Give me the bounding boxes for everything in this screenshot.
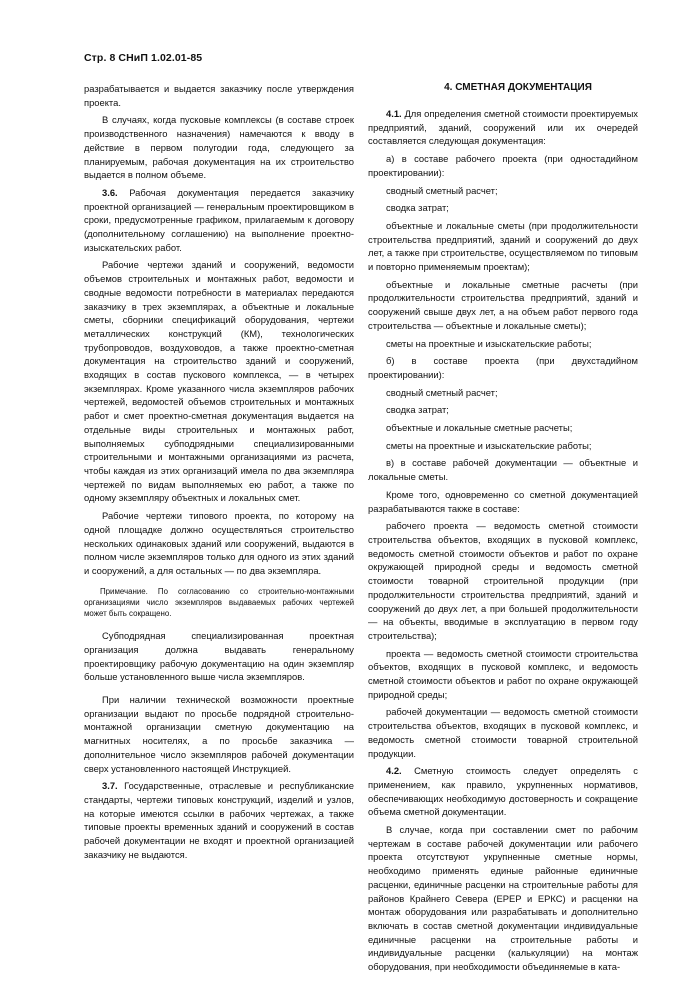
list-item: б) в составе проекта (при двухстадийном проектировании): <box>368 355 638 380</box>
clause-text: Государственные, отраслевые и республиканские стандарты, чертежи типовых конструкций, изделий и узлов, на которые имеются ссылки в рабочих чертежах, а также типовые проекты временных зданий и сооружений в состав рабочей документации не входят и проектной организацией заказчику не выдаются. <box>84 780 354 860</box>
paragraph: проекта — ведомость сметной стоимости строительства объектов, входящих в пусковой комплекс, и ведомость сметной стоимости объектов и работ по охране окружающей природной среды; <box>368 647 638 700</box>
clause-number: 3.6. <box>102 186 118 198</box>
paragraph: При наличии технической возможности проектные организации выдают по просьбе подрядной строительно-монтажной организации сметную документацию на магнитных носителях, а по просьбе заказчика — дополнительное число экземпляров рабочей документации сверх установленного настоящей Инструкцией. <box>84 694 354 774</box>
paragraph: разрабатывается и выдается заказчику после утверждения проекта. <box>84 83 354 108</box>
clause-number: 4.2. <box>386 765 402 777</box>
list-item: сводный сметный расчет; <box>386 184 498 196</box>
clause-4-2 <box>368 764 638 819</box>
list-item: а) в составе рабочего проекта (при одностадийном проектировании): <box>368 153 638 178</box>
clause-text: Сметную стоимость следует определять с применением, как правило, укрупненных нормативов, обеспечивающих необходимую достоверность и сокращение объема сметной документации. <box>368 765 638 818</box>
clause-text: Рабочая документация передается заказчику проектной организацией — генеральным проектировщиком в сроки, предусмотренные графиком, прилагаемым к договору (дополнительному соглашению) на выполнение проектно-изыскательских работ. <box>84 186 354 253</box>
paragraph: В случае, когда при составлении смет по рабочим чертежам в составе рабочей документации или рабочего проекта отсутствуют укрупненные сметные нормы, необходимо применять единые районные единичные расценки, единичные расценки на строительные работы для районов Крайнего Севера (ЕРЕР и ЕРКС) и расценки на монтаж оборудования или разрабатывать и дополнительно включать в состав сметной документации индивидуальные единичные расценки на строительные работы и индивидуальные расценки (калькуляции) на монтаж оборудования, при необходимости объединяемые в ката- <box>368 824 638 973</box>
list-item: сводный сметный расчет; <box>386 386 498 398</box>
clause-4-1 <box>368 107 638 148</box>
left-column <box>84 82 354 865</box>
paragraph: Субподрядная специализированная проектная организация должна выдавать генеральному проектировщику рабочую документацию на один экземпляр больше установленного выше числа экземпляров. <box>84 630 354 683</box>
section-title: 4. СМЕТНАЯ ДОКУМЕНТАЦИЯ <box>444 82 592 93</box>
clause-text: Для определения сметной стоимости проектируемых предприятий, зданий, сооружений или их очередей составляется следующая документация: <box>368 108 638 147</box>
clause-number: 4.1. <box>386 108 402 119</box>
paragraph: Рабочие чертежи зданий и сооружений, ведомости объемов строительных и монтажных работ, ведомости и сводные ведомости потребности в материалах передаются заказчику в трех экземплярах, а объектные и локальные сметы, сборники спецификаций оборудования, чертежи металлических конструкций (КМ), технологических трубопроводов, воздуховодов, а также проектно-сметная документация на строительство зданий и сооружений, входящих в состав пускового комплекса, — в четырех экземплярах. Кроме указанного числа экземпляров рабочих чертежей, ведомостей объемов строительных и монтажных работ и смет проектно-сметная документация выдается на отдельные виды строительных и монтажных работ, выполняемых субподрядными специализированными строительными и монтажными организациями из расчета, чтобы каждая из этих организаций имела по два экземпляра чертежей по видам выполняемых ею работ, а также по одному экземпляру объектных и локальных смет. <box>84 259 354 504</box>
paragraph: Кроме того, одновременно со сметной документацией разрабатываются также в составе: <box>368 488 638 514</box>
list-item: объектные и локальные сметные расчеты; <box>386 422 573 434</box>
paragraph: В случаях, когда пусковые комплексы (в составе строек производственного назначения) намечаются к вводу в действие в первом полугодии года, следующего за планируемым, рабочая документация на их строительство выдается в полном объеме. <box>84 114 354 181</box>
list-item: сметы на проектные и изыскательские работы; <box>386 439 592 451</box>
page-header: Стр. 8 СНиП 1.02.01-85 <box>84 52 203 64</box>
list-item: сводка затрат; <box>386 202 449 214</box>
list-item: в) в составе рабочей документации — объектные и локальные сметы. <box>368 457 638 483</box>
paragraph: рабочего проекта — ведомость сметной стоимости строительства объектов, входящих в пусковой комплекс, ведомость сметной стоимости объектов и работ по охране окружающей природной среды и ведомость сметной стоимости товарной строительной продукции (при продолжительности строительства предприятий, зданий и сооружений до двух лет, а при большей продолжительности — на объекты, вводимые в эксплуатацию в первом году строительства); <box>368 520 638 641</box>
note: Примечание. По согласованию со строительно-монтажными организациями число экземпляров выдаваемых рабочих чертежей может быть сокращено. <box>84 586 354 619</box>
list-item: сметы на проектные и изыскательские работы; <box>386 337 592 349</box>
clause-3-7 <box>84 779 354 861</box>
clause-number: 3.7. <box>102 780 118 792</box>
paragraph: рабочей документации — ведомость сметной стоимости строительства объектов, входящих в пусковой комплекс, и ведомость сметной стоимости товарной строительной продукции. <box>368 706 638 759</box>
list-item: сводка затрат; <box>386 404 449 416</box>
paragraph: Рабочие чертежи типового проекта, по которому на одной площадке должно осуществляться строительство нескольких одинаковых зданий или сооружений, выдаются в полном числе экземпляров только для одного из этих зданий и сооружений, а для остальных — по два экземпляра. <box>84 510 354 576</box>
list-item: объектные и локальные сметные расчеты (при продолжительности строительства предприятий, зданий и сооружений свыше двух лет, а на объем работ первого года строительства — объектные и локальные сметы); <box>368 278 638 331</box>
list-item: объектные и локальные сметы (при продолжительности строительства предприятий, зданий и сооружений до двух лет, а также при строительстве, осуществляемом по типовым и повторно применяемым проектам); <box>368 219 638 273</box>
clause-3-6 <box>84 186 354 255</box>
right-column <box>368 82 638 978</box>
